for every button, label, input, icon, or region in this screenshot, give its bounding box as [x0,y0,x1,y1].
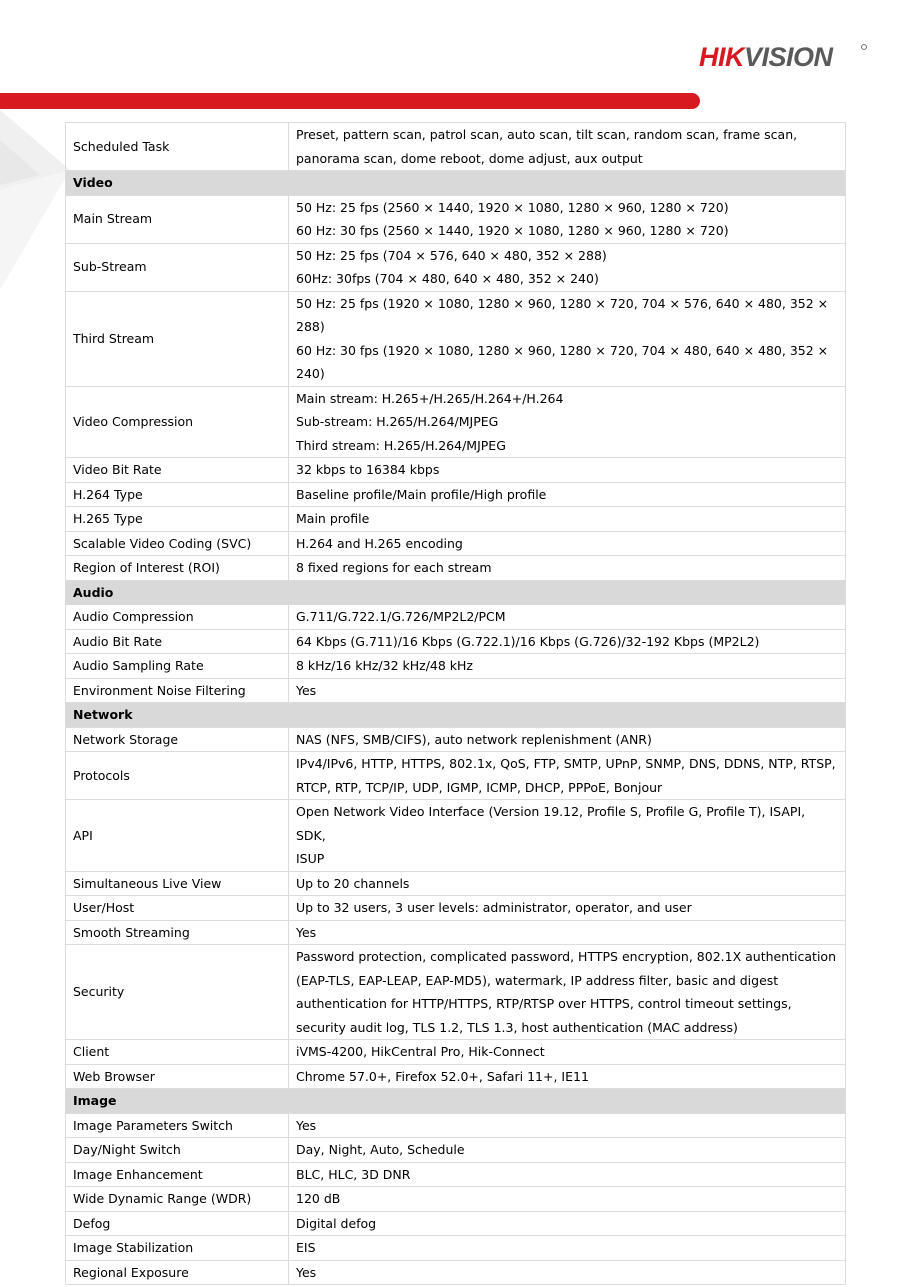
spec-label: Image Enhancement [66,1162,289,1187]
section-header [66,171,846,196]
section-title: Video [66,171,846,196]
spec-row [66,605,846,630]
spec-label: Audio Compression [66,605,289,630]
spec-value-line: Main profile [296,511,370,526]
spec-value [289,1138,846,1163]
spec-value-line: 50 Hz: 25 fps (1920 × 1080, 1280 × 960, 1280 × 720, 704 × 576, 640 × 480, 352 × 288) [296,295,829,334]
spec-value [289,386,846,458]
spec-value [289,531,846,556]
spec-row [66,195,846,243]
spec-row [66,1064,846,1089]
spec-value [289,800,846,872]
spec-value [289,945,846,1040]
spec-value-line: Up to 32 users, 3 user levels: administrator, operator, and user [296,900,692,915]
spec-row [66,1113,846,1138]
spec-row [66,1138,846,1163]
section-header [66,1089,846,1114]
spec-value-line: 32 kbps to 16384 kbps [296,462,440,477]
spec-value-line: H.264 and H.265 encoding [296,535,463,551]
spec-row [66,291,846,386]
spec-label: Sub-Stream [66,243,289,291]
spec-label: Protocols [66,752,289,800]
spec-value [289,291,846,386]
spec-label: Day/Night Switch [66,1138,289,1163]
spec-value-line: BLC, HLC, 3D DNR [296,1166,411,1182]
spec-value-line: iVMS-4200, HikCentral Pro, Hik-Connect [296,1044,545,1059]
spec-label: API [66,800,289,872]
spec-row [66,920,846,945]
spec-value-line: 120 dB [296,1191,341,1206]
spec-value-line: 50 Hz: 25 fps (704 × 576, 640 × 480, 352 × 288) [296,247,607,263]
spec-value [289,605,846,630]
header-accent-bar [0,93,700,109]
spec-value-line: Yes [296,924,317,940]
spec-value [289,1236,846,1261]
spec-label: Region of Interest (ROI) [66,556,289,581]
spec-value-line: panorama scan, dome reboot, dome adjust, aux output [296,150,643,166]
spec-row [66,1236,846,1261]
spec-value-line: authentication for HTTP/HTTPS, RTP/RTSP over HTTPS, control timeout settings, [296,996,792,1011]
spec-label: Simultaneous Live View [66,871,289,896]
spec-label: Scalable Video Coding (SVC) [66,531,289,556]
spec-row [66,945,846,1040]
hikvision-logo [697,38,869,74]
spec-label: User/Host [66,896,289,921]
spec-value-line: 60 Hz: 30 fps (1920 × 1080, 1280 × 960, 1280 × 720, 704 × 480, 640 × 480, 352 × 240) [296,342,829,381]
spec-value-line: 60Hz: 30fps (704 × 480, 640 × 480, 352 × 240) [296,271,599,286]
spec-value [289,1211,846,1236]
spec-label: Video Bit Rate [66,458,289,483]
spec-value-line: 50 Hz: 25 fps (2560 × 1440, 1920 × 1080, 1280 × 960, 1280 × 720) [296,199,729,215]
spec-value-line: ISUP [296,851,325,866]
spec-value-line: Day, Night, Auto, Schedule [296,1142,465,1157]
spec-value-line: NAS (NFS, SMB/CIFS), auto network replenishment (ANR) [296,731,652,747]
spec-row [66,1211,846,1236]
spec-row [66,507,846,532]
spec-value-line: Preset, pattern scan, patrol scan, auto scan, tilt scan, random scan, frame scan, [296,127,798,142]
spec-label: H.265 Type [66,507,289,532]
section-title: Audio [66,580,846,605]
spec-row [66,123,846,171]
spec-row [66,556,846,581]
spec-value-line: EIS [296,1240,316,1255]
spec-value-line: Digital defog [296,1215,377,1231]
spec-row [66,1187,846,1212]
spec-value [289,243,846,291]
spec-value [289,458,846,483]
spec-value-line: Baseline profile/Main profile/High profile [296,486,547,502]
spec-value [289,1187,846,1212]
spec-value [289,920,846,945]
spec-label: Third Stream [66,291,289,386]
svg-text:HIKVISION: HIKVISION [699,42,833,72]
spec-value-line: Main stream: H.265+/H.265/H.264+/H.264 [296,390,564,406]
spec-value-line: Sub-stream: H.265/H.264/MJPEG [296,414,499,429]
spec-row [66,678,846,703]
spec-value-line: 8 fixed regions for each stream [296,560,492,575]
spec-value-line: 8 kHz/16 kHz/32 kHz/48 kHz [296,658,473,673]
spec-value-line: Yes [296,682,317,698]
spec-label: Audio Sampling Rate [66,654,289,679]
spec-value-line: Open Network Video Interface (Version 19.12, Profile S, Profile G, Profile T), ISAPI, SDK, [296,804,806,843]
spec-label: Scheduled Task [66,123,289,171]
spec-label: Video Compression [66,386,289,458]
spec-row [66,458,846,483]
spec-value-line: Password protection, complicated password, HTTPS encryption, 802.1X authentication [296,949,836,964]
spec-label: Audio Bit Rate [66,629,289,654]
spec-value [289,654,846,679]
spec-value-line: Yes [296,1264,317,1280]
spec-label: Network Storage [66,727,289,752]
spec-label: Image Parameters Switch [66,1113,289,1138]
spec-label: Security [66,945,289,1040]
spec-row [66,386,846,458]
spec-value [289,1162,846,1187]
spec-row [66,482,846,507]
spec-row [66,654,846,679]
spec-value [289,507,846,532]
section-title: Image [66,1089,846,1114]
section-header [66,580,846,605]
spec-label: Smooth Streaming [66,920,289,945]
spec-label: Environment Noise Filtering [66,678,289,703]
spec-label: Image Stabilization [66,1236,289,1261]
spec-value-line: 60 Hz: 30 fps (2560 × 1440, 1920 × 1080, 1280 × 960, 1280 × 720) [296,223,729,238]
spec-value-line: security audit log, TLS 1.2, TLS 1.3, host authentication (MAC address) [296,1019,738,1035]
spec-row [66,1040,846,1065]
spec-table [65,122,846,1285]
spec-row [66,752,846,800]
spec-value [289,727,846,752]
spec-value [289,123,846,171]
spec-label: Client [66,1040,289,1065]
section-header [66,703,846,728]
spec-value [289,629,846,654]
spec-value [289,678,846,703]
spec-value-line: Up to 20 channels [296,875,410,891]
spec-value [289,752,846,800]
spec-value-line: G.711/G.722.1/G.726/MP2L2/PCM [296,609,506,624]
spec-row [66,1162,846,1187]
spec-value [289,482,846,507]
spec-value-line: Yes [296,1117,317,1133]
spec-value-line: (EAP-TLS, EAP-LEAP, EAP-MD5), watermark, IP address filter, basic and digest [296,972,779,988]
spec-value [289,1113,846,1138]
spec-row [66,629,846,654]
spec-value-line: Chrome 57.0+, Firefox 52.0+, Safari 11+, IE11 [296,1068,589,1084]
spec-value-line: 64 Kbps (G.711)/16 Kbps (G.722.1)/16 Kbps (G.726)/32-192 Kbps (MP2L2) [296,633,760,649]
spec-value [289,556,846,581]
spec-label: Regional Exposure [66,1260,289,1285]
spec-label: H.264 Type [66,482,289,507]
spec-row [66,800,846,872]
spec-value-line: RTCP, RTP, TCP/IP, UDP, IGMP, ICMP, DHCP, PPPoE, Bonjour [296,779,663,795]
spec-value [289,1064,846,1089]
spec-value-line: IPv4/IPv6, HTTP, HTTPS, 802.1x, QoS, FTP, SMTP, UPnP, SNMP, DNS, DDNS, NTP, RTSP, [296,756,836,771]
spec-label: Wide Dynamic Range (WDR) [66,1187,289,1212]
spec-label: Web Browser [66,1064,289,1089]
section-title: Network [66,703,846,728]
watermark-graphic [0,110,70,290]
spec-value [289,1040,846,1065]
spec-row [66,1260,846,1285]
spec-value [289,1260,846,1285]
spec-row [66,727,846,752]
spec-value-line: Third stream: H.265/H.264/MJPEG [296,437,506,453]
spec-value [289,896,846,921]
spec-row [66,871,846,896]
spec-row [66,243,846,291]
spec-row [66,531,846,556]
spec-label: Main Stream [66,195,289,243]
spec-value [289,195,846,243]
spec-label: Defog [66,1211,289,1236]
spec-value [289,871,846,896]
spec-row [66,896,846,921]
